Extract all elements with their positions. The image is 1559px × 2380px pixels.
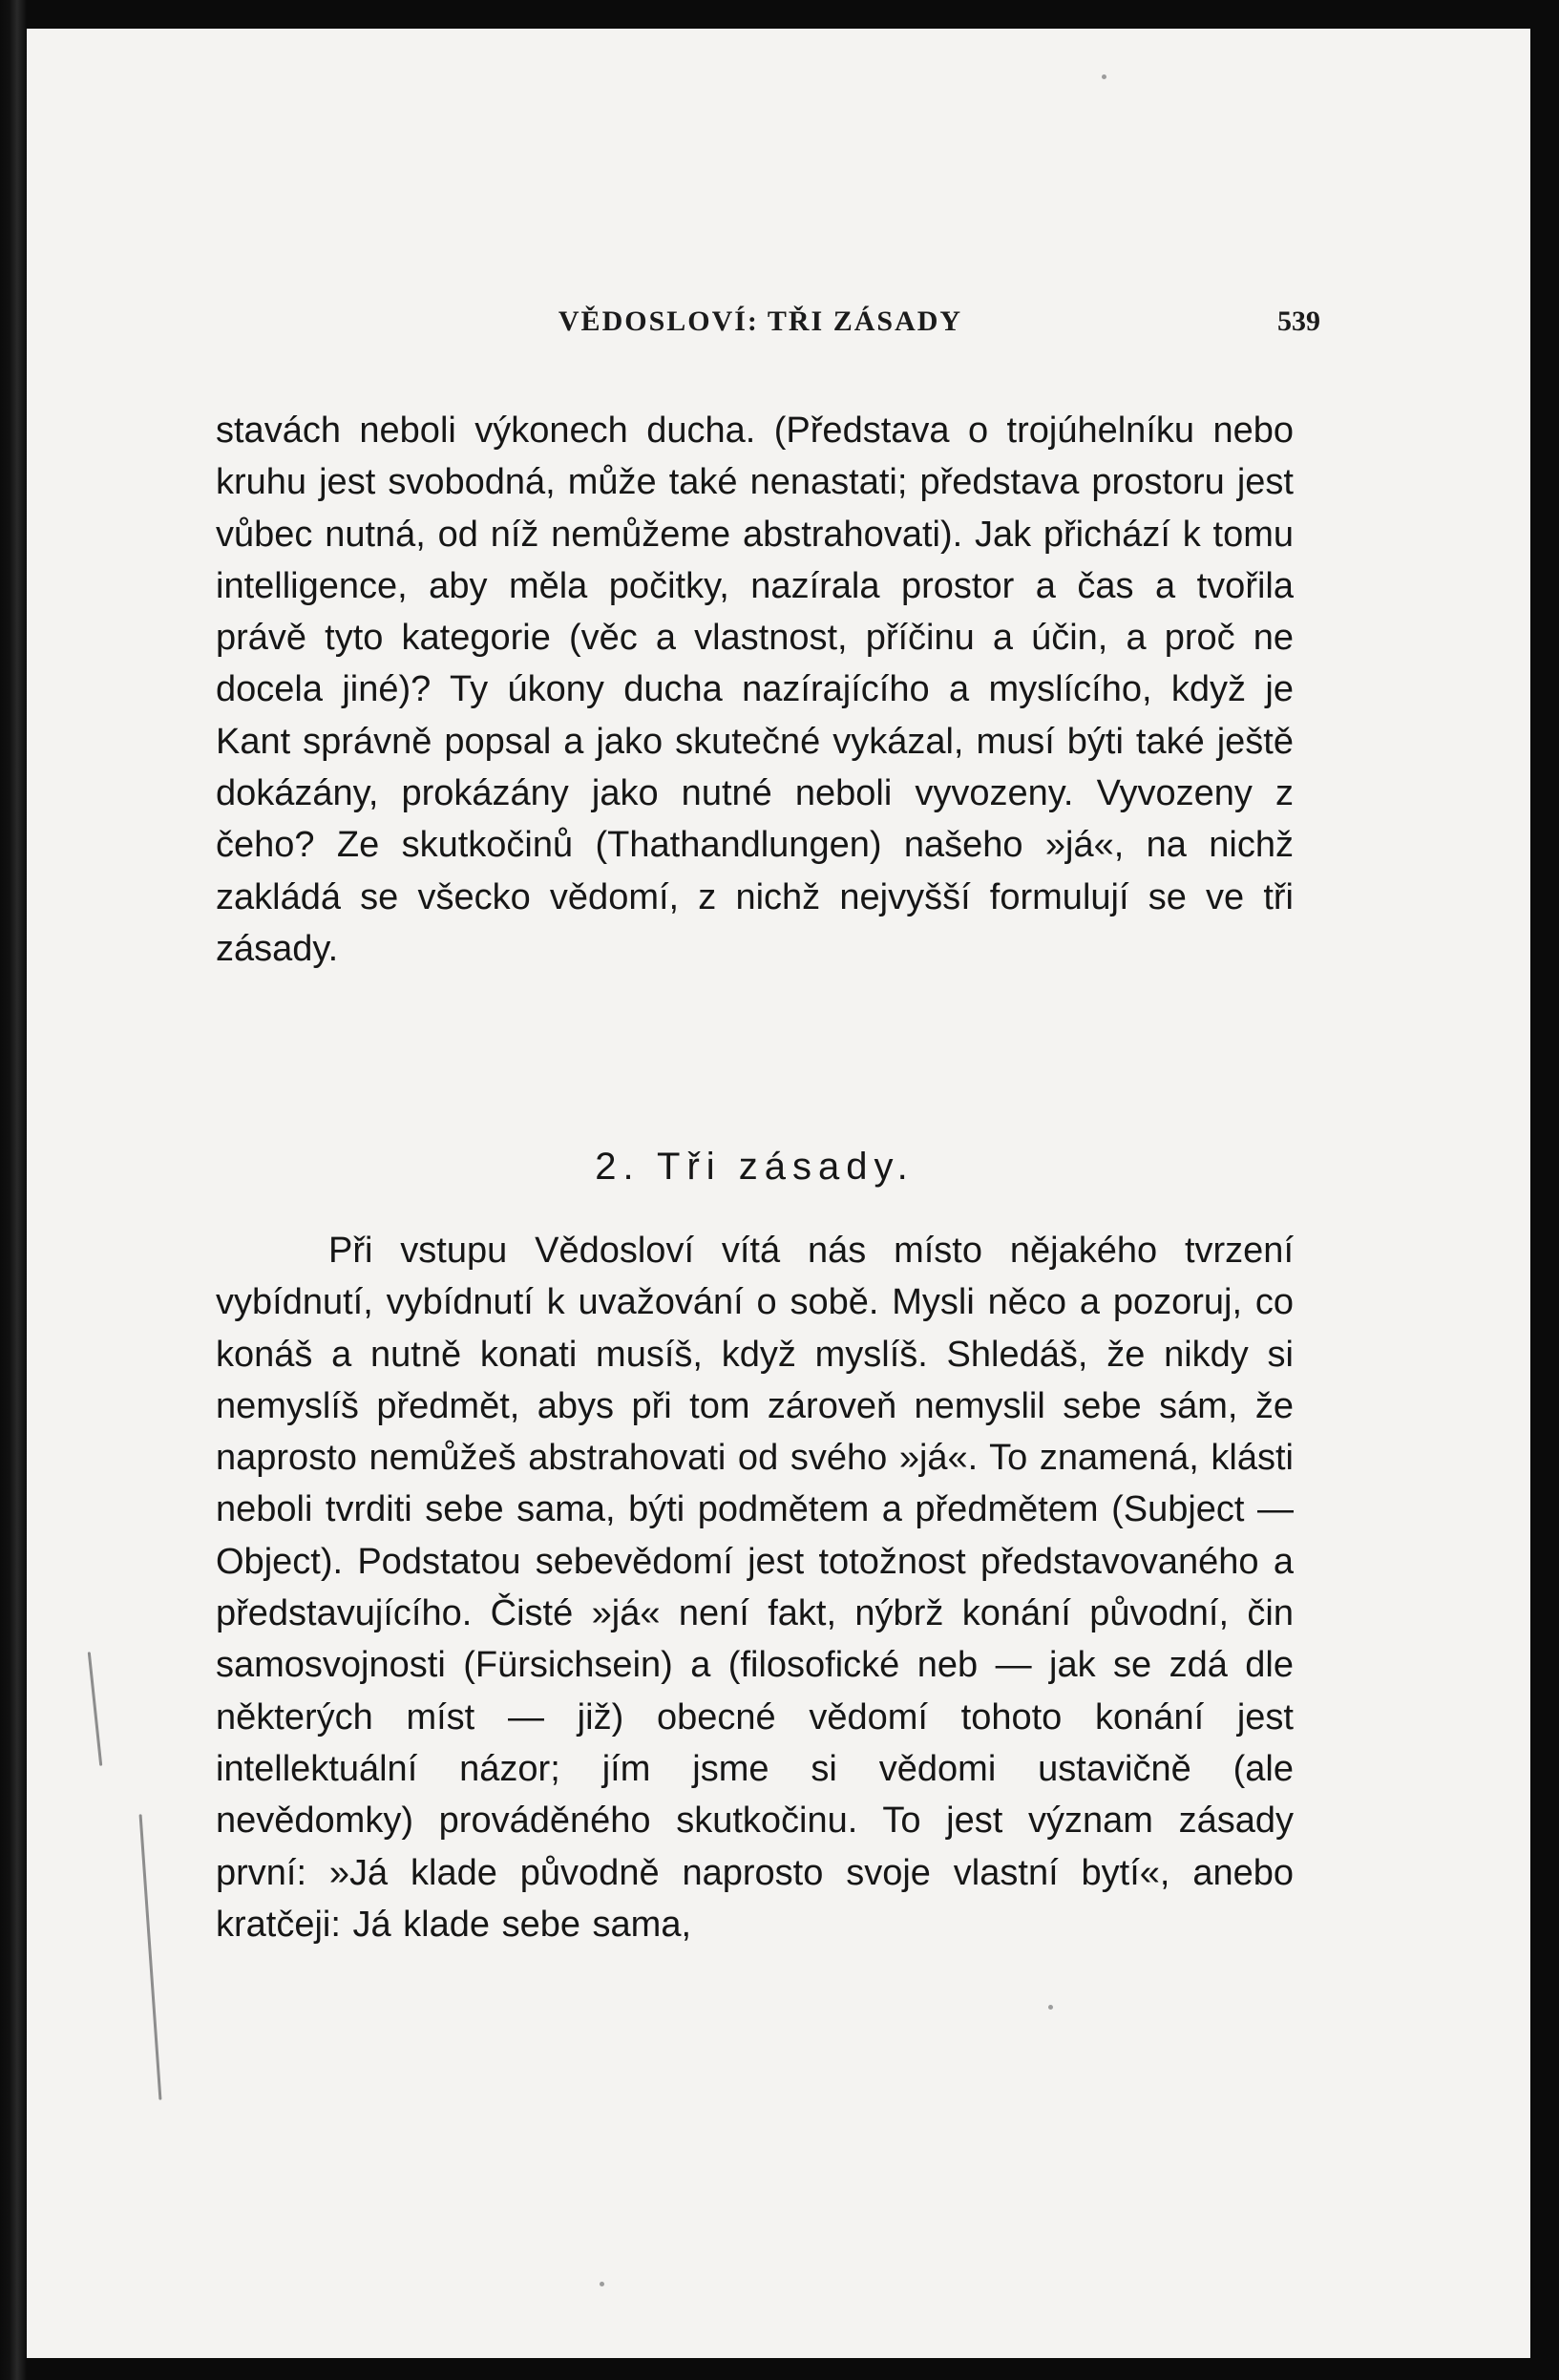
book-binding-edge [0, 0, 27, 2380]
paragraph-text: stavách neboli výkonech ducha. (Představa o trojúhelníku nebo kruhu jest svobodná, může také nenastati; představa prostoru jest vůbec nutná, od níž nemůžeme abstrahovati). Jak přichází k tomu intelligence, aby měla počitky, nazírala prostor a čas a tvořila právě tyto kategorie (věc a vlastnost, příčinu a účin, a proč ne docela jiné)? Ty úkony ducha nazírajícího a myslícího, když je Kant správně popsal a jako skutečné vykázal, musí býti také ještě dokázány, prokázány jako nutné neboli vyvozeny. Vyvozeny z čeho? Ze skutkočinů (Thathandlungen) našeho »já«, na nichž zakládá se všecko vědomí, z nichž nejvyšší formulují se ve tři zásady. [216, 411, 1294, 969]
paper-speck [1048, 2005, 1053, 2010]
running-header [212, 305, 1320, 353]
paragraph-continuation [216, 405, 1294, 975]
page-number: 539 [1277, 305, 1320, 337]
section-heading: 2. Tři zásady. [595, 1146, 915, 1188]
paragraph-text: Při vstupu Vědosloví vítá nás místo nějakého tvrzení vybídnutí, vybídnutí k uvažování o sobě. Mysli něco a pozoruj, co konáš a nutně konati musíš, když myslíš. Shledáš, že nikdy si nemyslíš předmět, abys při tom zároveň nemyslil sebe sám, že naprosto nemůžeš abstrahovati od svého »já«. To znamená, klásti neboli tvrditi sebe sama, býti podmětem a předmětem (Subject — Object). Podstatou sebevědomí jest totožnost představovaného a představujícího. Čisté »já« není fakt, nýbrž konání původní, čin samosvojnosti (Fürsichsein) a (filosofické neb — jak se zdá dle některých míst — již) obecné vědomí tohoto konání jest intellektuální názor; jím jsme si vědomi ustavičně (ale nevědomky) prováděného skutkočinu. To jest význam zásady první: »Já klade původně naprosto svoje vlastní bytí«, anebo kratčeji: Já klade sebe sama, [216, 1231, 1294, 1945]
paper-speck [600, 2282, 604, 2286]
running-title: VĚDOSLOVÍ: TŘI ZÁSADY [558, 305, 963, 337]
book-page [27, 29, 1530, 2358]
paragraph-section-2 [216, 1225, 1294, 1950]
margin-pencil-mark [139, 1814, 162, 2099]
paper-speck [1102, 74, 1106, 79]
margin-pencil-mark [88, 1652, 103, 1766]
